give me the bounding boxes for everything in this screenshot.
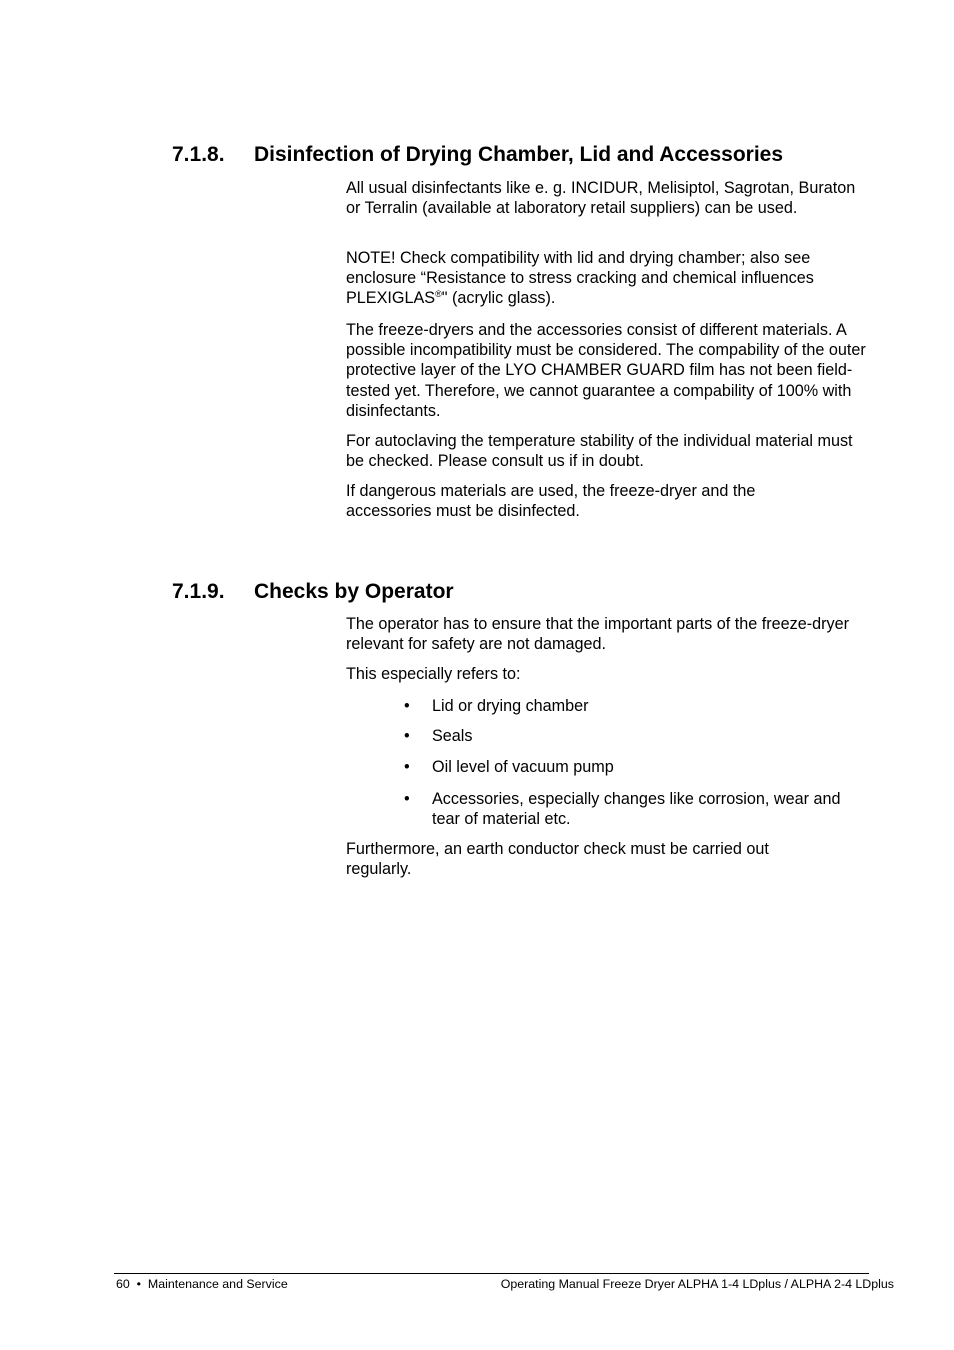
list-item-text: Accessories, especially changes like corrosion, wear and tear of material etc. — [432, 790, 841, 829]
section-title: Disinfection of Drying Chamber, Lid and Accessories — [254, 143, 784, 166]
footer-document-title: Operating Manual Freeze Dryer ALPHA 1-4 LDplus / ALPHA 2-4 LDplus — [500, 1277, 894, 1291]
bullet-icon: • — [404, 790, 410, 808]
list-item-text: Oil level of vacuum pump — [432, 758, 614, 776]
bullet-icon: • — [404, 697, 410, 715]
list-item-text: Seals — [432, 727, 473, 745]
note-text-end: " (acrylic glass). — [441, 289, 556, 308]
paragraph-note — [346, 248, 866, 309]
section-number: 7.1.9. — [172, 580, 225, 603]
list-item — [404, 696, 844, 716]
list-item — [404, 726, 844, 746]
section-heading-7-1-8 — [172, 142, 783, 168]
list-item-text: Lid or drying chamber — [432, 697, 589, 715]
bullet-icon: • — [404, 758, 410, 776]
section-heading-7-1-9 — [172, 579, 454, 605]
paragraph-refers-to: This especially refers to: — [346, 665, 521, 683]
registered-mark: ® — [435, 289, 442, 300]
footer-page-info: 60 • Maintenance and Service — [116, 1277, 288, 1291]
paragraph-materials: The freeze-dryers and the accessories consist of different materials. A possible incompatibility must be considered. The compability of the outer protective layer of the LYO CHAMBER GUARD film has not been field-tested yet. Therefore, we cannot guarantee a compability of 100% with disinfectants. — [346, 321, 866, 420]
section-title: Checks by Operator — [254, 580, 454, 603]
paragraph-earth-conductor: Furthermore, an earth conductor check must be carried out regularly. — [346, 840, 769, 879]
section-number: 7.1.8. — [172, 143, 225, 166]
paragraph-disinfectants: All usual disinfectants like e. g. INCIDUR, Melisiptol, Sagrotan, Buraton or Terralin (available at laboratory retail suppliers) can be used. — [346, 179, 856, 218]
paragraph-dangerous-materials: If dangerous materials are used, the freeze-dryer and the accessories must be disinfected. — [346, 482, 756, 521]
bullet-icon: • — [404, 727, 410, 745]
note-text: NOTE! Check compatibility with lid and drying chamber; also see enclosure “Resistance to stress cracking and chemical influences PLEXIGLAS — [346, 249, 814, 308]
paragraph-operator: The operator has to ensure that the important parts of the freeze-dryer relevant for safety are not damaged. — [346, 615, 849, 654]
paragraph-autoclaving: For autoclaving the temperature stability of the individual material must be checked. Please consult us if in doubt. — [346, 432, 853, 471]
footer-divider — [114, 1273, 869, 1274]
list-item — [404, 757, 844, 777]
list-item — [404, 789, 844, 829]
